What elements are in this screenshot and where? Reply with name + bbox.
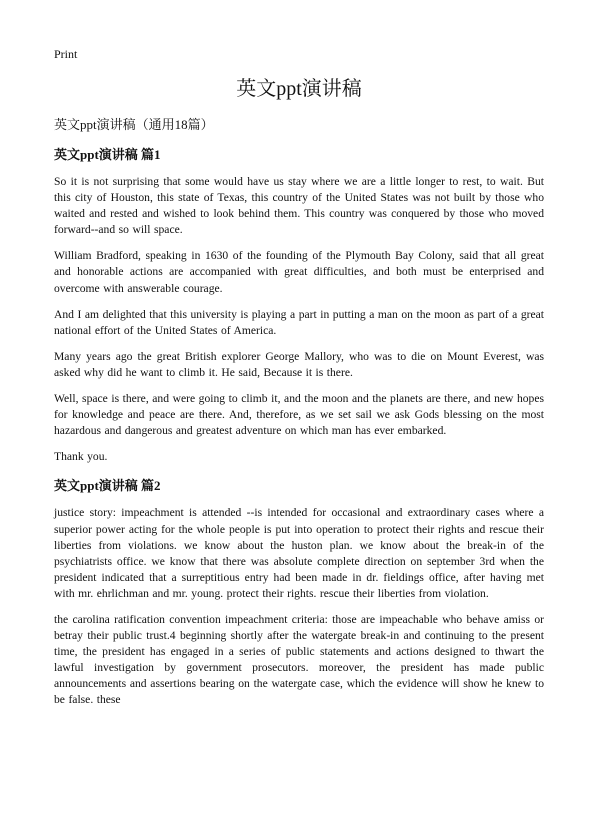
section-heading-1: 英文ppt演讲稿 篇1: [54, 147, 161, 162]
paragraph: Many years ago the great British explorer George Mallory, who was to die on Mount Everest, was asked why did he want to climb it. He said, Because it is there.: [54, 349, 544, 379]
paragraph: justice story: impeachment is attended --is intended for occasional and extraordinary cases where a superior power acting for the whole people is put into operation to protect their rights and rescue their liberties from violations. we know about the huston plan. we know about the break-in of the psychiatrists office. we know that there was absolute complete direction on september 3rd when the president indicated that a surreptitious entry had been made in dr. fieldings office, after having met with mr. ehrlichman and mr. young. protect their rights. rescue their liberties from violation.: [54, 506, 544, 600]
document-title: 英文ppt演讲稿: [236, 78, 362, 100]
paragraph: the carolina ratification convention impeachment criteria: those are impeachable who behave amiss or betray their public trust.4 beginning shortly after the watergate break-in and continuing to the present time, the president has engaged in a series of public statements and actions designed to thwart the lawful investigation by government prosecutors. moreover, the president has made public announcements and assertions bearing on the watergate case, which the evidence will show he knew to be false. these: [54, 612, 544, 707]
paragraph: Thank you.: [54, 450, 108, 464]
document-subtitle: 英文ppt演讲稿（通用18篇）: [54, 117, 214, 132]
paragraph: And I am delighted that this university is playing a part in putting a man on the moon as part of a great national effort of the United States of America.: [54, 307, 544, 337]
print-link[interactable]: Print: [54, 47, 78, 61]
paragraph: Well, space is there, and were going to climb it, and the moon and the planets are there, and new hopes for knowledge and peace are there. And, therefore, as we set sail we ask Gods blessing on the most hazardous and dangerous and greatest adventure on which man has ever embarked.: [54, 392, 544, 438]
paragraph: William Bradford, speaking in 1630 of the founding of the Plymouth Bay Colony, said that all great and honorable actions are accompanied with great difficulties, and both must be enterprised and overcome with answerable courage.: [54, 249, 544, 295]
section-heading-2: 英文ppt演讲稿 篇2: [54, 478, 161, 494]
paragraph: So it is not surprising that some would have us stay where we are a little longer to rest, to wait. But this city of Houston, this state of Texas, this country of the United States was not built by those who waited and rested and wished to look behind them. This country was conquered by those who moved forward--and so will space.: [54, 175, 544, 237]
